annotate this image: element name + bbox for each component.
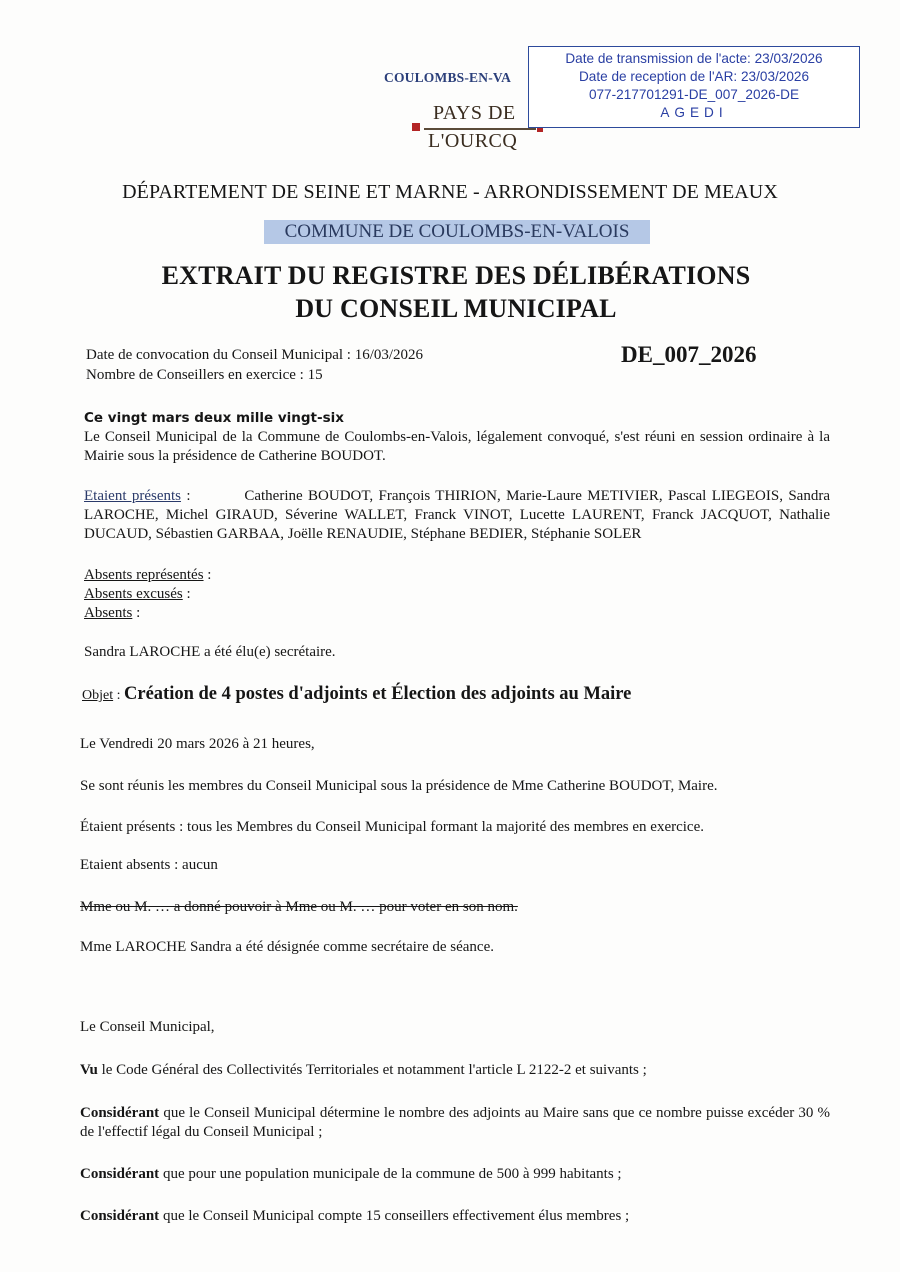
body-paragraph: Le Vendredi 20 mars 2026 à 21 heures, (80, 736, 315, 752)
presents-names: Catherine BOUDOT, François THIRION, Marie-Laure METIVIER, Pascal LIEGEOIS, Sandra LAROCHE, Michel GIRAUD, Séverine WALLET, Franck VINOT, Lucette LAURENT, Franck JACQUOT, Nathalie DUCAUD, Sébastien GARBAA, Joëlle RENAUDIE, Stéphane BEDIER, Stéphanie SOLER (84, 488, 830, 542)
absents-excuses-label: Absents excusés (84, 586, 183, 602)
presents-sep: : (181, 488, 191, 504)
presents-label: Etaient présents (84, 488, 182, 504)
session-intro: Le Conseil Municipal de la Commune de Coulombs-en-Valois, légalement convoqué, s'est réuni en session ordinaire à la Mairie sous la présidence de Catherine BOUDOT. (84, 429, 830, 464)
body-paragraph: Etaient absents : aucun (80, 857, 218, 873)
vu-paragraph (80, 1061, 647, 1080)
absents-label: Absents (84, 605, 133, 621)
considerant-text: que le Conseil Municipal détermine le nombre des adjoints au Maire sans que ce nombre puisse excéder 30 % de l'effectif légal du Conseil Municipal ; (80, 1105, 830, 1140)
absents-row (84, 604, 140, 623)
presents-block (84, 487, 830, 544)
considerant-paragraph (80, 1165, 622, 1184)
body-paragraph: Mme LAROCHE Sandra a été désignée comme secrétaire de séance. (80, 939, 494, 955)
objet-title: Création de 4 postes d'adjoints et Élection des adjoints au Maire (124, 684, 632, 704)
deliberation-number: DE_007_2026 (621, 342, 757, 367)
document-title-line2: DU CONSEIL MUNICIPAL (295, 294, 617, 323)
objet-sep: : (113, 688, 124, 703)
transmission-stamp (528, 46, 860, 128)
body-paragraph: Étaient présents : tous les Membres du Conseil Municipal formant la majorité des membres en exercice. (80, 819, 704, 835)
stamp-agedi: AGEDI (660, 105, 728, 120)
colon: : (132, 605, 141, 621)
body-paragraph: Se sont réunis les membres du Conseil Municipal sous la présidence de Mme Catherine BOUDOT, Maire. (80, 778, 718, 794)
secretaire-line: Sandra LAROCHE a été élu(e) secrétaire. (84, 644, 336, 660)
commune-heading: COMMUNE DE COULOMBS-EN-VALOIS (284, 221, 630, 242)
logo-red-square-icon (412, 123, 420, 131)
session-date: Ce vingt mars deux mille vingt-six (84, 410, 344, 426)
stamp-act-id: 077-217701291-DE_007_2026-DE (588, 87, 800, 102)
logo-ourcq: L'OURCQ (428, 130, 518, 152)
considerant-paragraph (80, 1207, 629, 1226)
colon: : (182, 586, 191, 602)
absents-representes-row (84, 566, 211, 585)
considerant-label: Considérant (80, 1208, 160, 1224)
department-heading: DÉPARTEMENT DE SEINE ET MARNE - ARRONDISSEMENT DE MEAUX (122, 181, 778, 203)
vu-label: Vu (80, 1062, 98, 1078)
vu-text: le Code Général des Collectivités Territoriales et notamment l'article L 2122-2 et suivants ; (97, 1062, 647, 1078)
considerant-label: Considérant (80, 1105, 160, 1121)
considerant-label: Considérant (80, 1166, 160, 1182)
commune-header-short: COULOMBS-EN-VA (384, 70, 512, 85)
considerant-text: que le Conseil Municipal compte 15 conseillers effectivement élus membres ; (159, 1208, 630, 1224)
considerant-text: que pour une population municipale de la commune de 500 à 999 habitants ; (159, 1166, 622, 1182)
document-title-line1: EXTRAIT DU REGISTRE DES DÉLIBÉRATIONS (161, 261, 751, 290)
absents-excuses-row (84, 585, 191, 604)
considerant-paragraph (80, 1104, 830, 1142)
logo-pays-de: PAYS DE (433, 102, 516, 124)
struck-paragraph: Mme ou M. … a donné pouvoir à Mme ou M. … pour voter en son nom. (80, 899, 518, 915)
colon: : (203, 567, 212, 583)
convocation-date: Date de convocation du Conseil Municipal : 16/03/2026 (86, 347, 424, 363)
conseillers-count: Nombre de Conseillers en exercice : 15 (86, 367, 323, 383)
stamp-reception-date: Date de reception de l'AR: 23/03/2026 (578, 69, 810, 84)
objet-row (82, 684, 631, 705)
objet-label: Objet (82, 688, 114, 703)
stamp-transmission-date: Date de transmission de l'acte: 23/03/2026 (565, 51, 823, 66)
body-paragraph: Le Conseil Municipal, (80, 1019, 215, 1035)
absents-representes-label: Absents représentés (84, 567, 204, 583)
